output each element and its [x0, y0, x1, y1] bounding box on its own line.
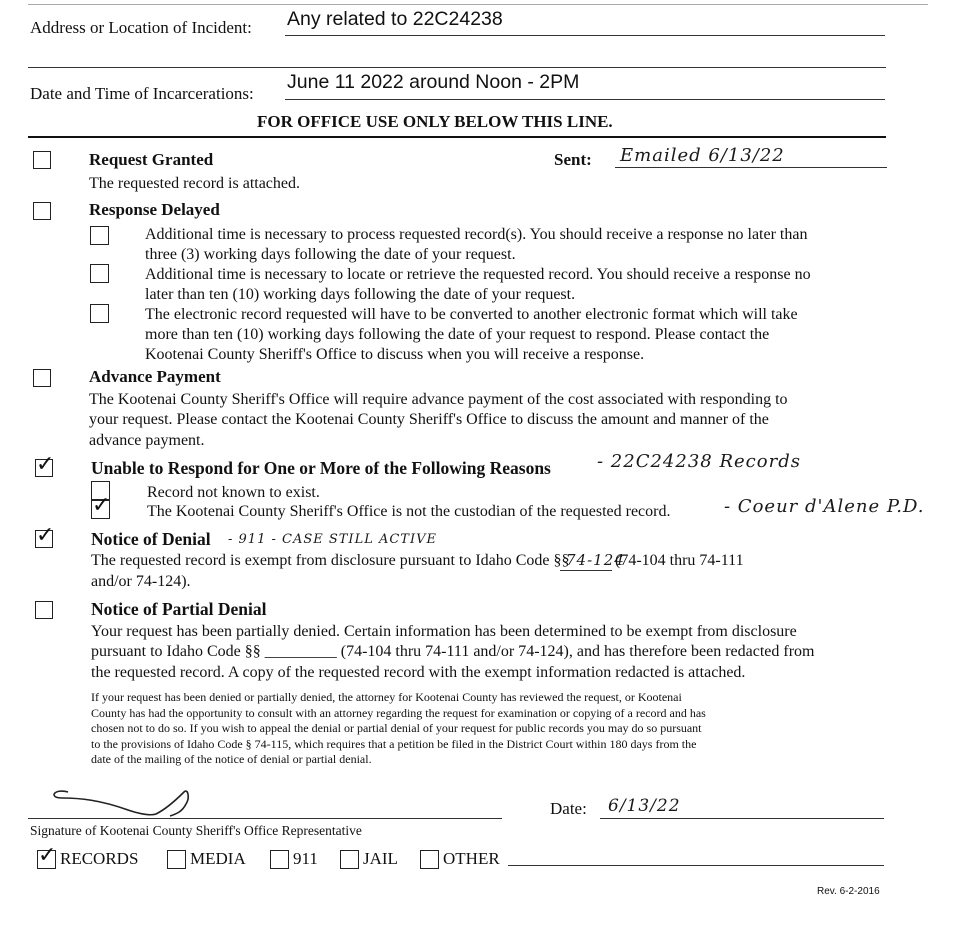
blank-line [28, 67, 886, 68]
signature-label: Signature of Kootenai County Sheriff's Office Representative [30, 823, 362, 838]
sent-underline [615, 167, 887, 168]
partial-denial-checkbox[interactable] [35, 601, 53, 619]
partial-denial-title: Notice of Partial Denial [91, 599, 267, 619]
reason-2-checkbox[interactable] [91, 493, 111, 519]
date-value[interactable]: June 11 2022 around Noon - 2PM [287, 71, 580, 93]
dept-other-checkbox[interactable] [420, 850, 439, 869]
dept-records-label: RECORDS [60, 849, 139, 868]
dept-jail-label: JAIL [363, 849, 398, 868]
denial-check-mark: ✓ [36, 523, 55, 548]
appeal-notice-line: to the provisions of Idaho Code § 74-115, which requires that a petition be filed in the District Court within 180 days from the [91, 736, 697, 751]
dept-jail-checkbox[interactable] [340, 850, 359, 869]
unable-note: - 22C24238 Records [597, 451, 801, 472]
denial-title: Notice of Denial [91, 529, 211, 549]
office-use-divider [28, 136, 886, 138]
partial-denial-line2: pursuant to Idaho Code §§ _________ (74-104 thru 74-111 and/or 74-124), and has therefore been redacted from [91, 643, 815, 660]
partial-denial-line3: the requested record. A copy of the requested record with the exempt information redacted is attached. [91, 664, 746, 681]
signature-scribble [40, 786, 210, 822]
advance-payment-checkbox[interactable] [33, 369, 51, 387]
advance-payment-title: Advance Payment [89, 367, 221, 386]
signature-date-underline [600, 818, 884, 819]
unable-title: Unable to Respond for One or More of the Following Reasons [91, 458, 551, 478]
partial-denial-line1: Your request has been partially denied. Certain information has been determined to be exempt from disclosure [91, 623, 797, 640]
delay-option-3-line2: more than ten (10) working days following the date of your request to respond. Please contact the [145, 326, 770, 343]
top-border [28, 4, 928, 5]
delay-option-3-checkbox[interactable] [90, 304, 109, 323]
address-underline [285, 35, 885, 36]
denial-line2: and/or 74-124). [91, 573, 191, 590]
unable-checkbox[interactable] [35, 452, 55, 477]
office-use-heading: FOR OFFICE USE ONLY BELOW THIS LINE. [257, 112, 613, 131]
reason-2-check-mark: ✓ [92, 493, 111, 518]
address-value[interactable]: Any related to 22C24238 [287, 8, 503, 30]
sent-label: Sent: [554, 150, 592, 169]
delay-option-2-checkbox[interactable] [90, 264, 109, 283]
request-granted-checkbox[interactable] [33, 151, 51, 169]
dept-media-label: MEDIA [190, 849, 246, 868]
date-underline [285, 99, 885, 100]
dept-records-checkbox[interactable] [37, 843, 57, 869]
delay-option-2-line2: later than ten (10) working days following the date of your request. [145, 286, 576, 303]
denial-checkbox[interactable] [35, 523, 55, 548]
revision-label: Rev. 6-2-2016 [817, 886, 880, 897]
response-delayed-checkbox[interactable] [33, 202, 51, 220]
dept-other-label: OTHER [443, 849, 500, 868]
dept-911-label: 911 [293, 849, 318, 868]
reason-2-note: - Coeur d'Alene P.D. [724, 496, 925, 517]
other-underline [508, 865, 884, 866]
delay-option-3-line1: The electronic record requested will have to be converted to another electronic format which will take [145, 306, 798, 323]
delay-option-1-line1: Additional time is necessary to process requested record(s). You should receive a response no later than [145, 226, 808, 243]
signature-date-value: 6/13/22 [608, 796, 681, 816]
request-granted-text: The requested record is attached. [89, 175, 301, 192]
delay-option-2-line1: Additional time is necessary to locate or retrieve the requested record. You should receive a response no [145, 266, 811, 283]
appeal-notice-line: If your request has been denied or partially denied, the attorney for Kootenai County has reviewed the request, or Kootenai [91, 690, 682, 704]
advance-payment-line1: The Kootenai County Sheriff's Office will require advance payment of the cost associated with responding to [89, 391, 788, 408]
reason-1-text: Record not known to exist. [147, 484, 320, 501]
appeal-notice-line: date of the mailing of the notice of denial or partial denial. [91, 752, 372, 766]
delay-option-1-checkbox[interactable] [90, 226, 109, 245]
date-label: Date and Time of Incarcerations: [30, 84, 254, 103]
sent-value: Emailed 6/13/22 [620, 145, 785, 166]
denial-line1-b: (74-104 thru 74-111 [615, 552, 744, 569]
signature-line [28, 818, 502, 819]
denial-code-underline [560, 570, 612, 571]
address-label: Address or Location of Incident: [30, 18, 252, 37]
appeal-notice-line: County has had the opportunity to consult with an attorney regarding the request for examination or copying of a record and has [91, 705, 706, 720]
dept-911-checkbox[interactable] [270, 850, 289, 869]
request-granted-title: Request Granted [89, 150, 214, 169]
dept-records-check-mark: ✓ [38, 843, 57, 868]
appeal-notice-line: chosen not to do so. If you wish to appeal the denial or partial denial of your request for public records you may do so pursuant [91, 721, 702, 735]
dept-media-checkbox[interactable] [167, 850, 186, 869]
delay-option-3-line3: Kootenai County Sheriff's Office to discuss when you will receive a response. [145, 346, 645, 363]
denial-code: 74-124 [566, 551, 625, 569]
reason-2-text: The Kootenai County Sheriff's Office is not the custodian of the requested record. [147, 503, 671, 520]
unable-check-mark: ✓ [36, 452, 55, 477]
advance-payment-line3: advance payment. [89, 432, 205, 449]
delay-option-1-line2: three (3) working days following the date of your request. [145, 246, 516, 263]
response-delayed-title: Response Delayed [89, 200, 220, 219]
denial-note: - 911 - CASE STILL ACTIVE [228, 532, 437, 547]
denial-line1-a: The requested record is exempt from disclosure pursuant to Idaho Code §§ [91, 552, 570, 569]
advance-payment-line2: your request. Please contact the Kootenai County Sheriff's Office to discuss the amount and manner of the [89, 411, 769, 428]
signature-date-label: Date: [550, 799, 587, 818]
appeal-notice [91, 690, 706, 768]
